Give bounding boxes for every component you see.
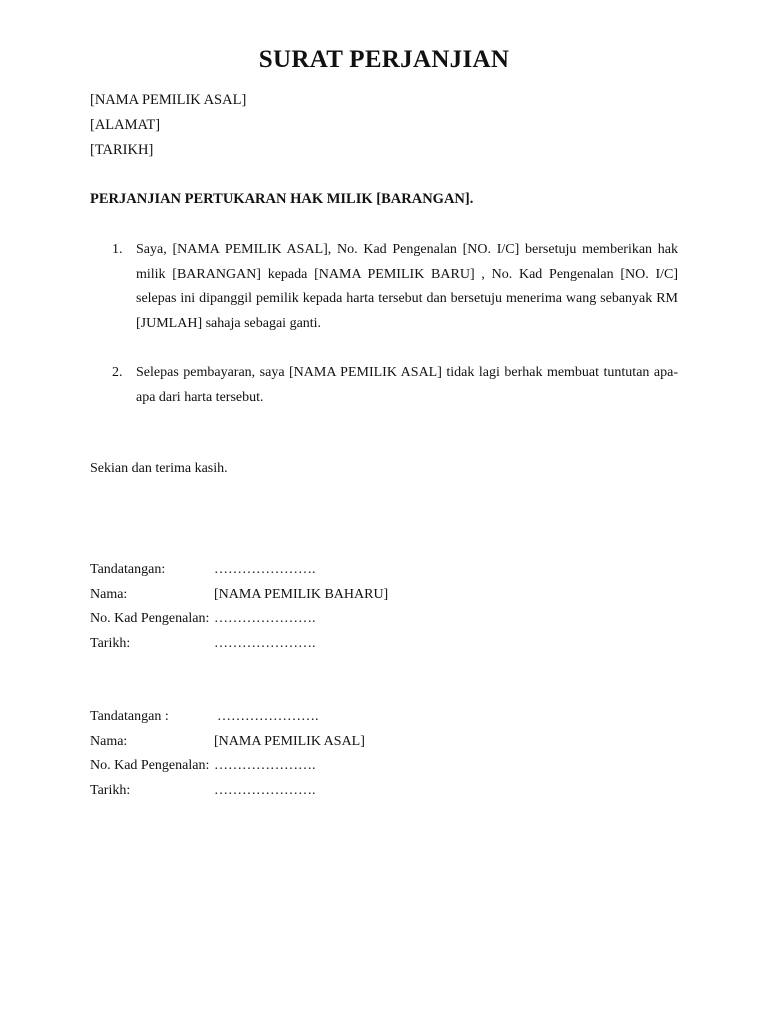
signature-label: Tandatangan: [90, 562, 166, 577]
clause-text: Selepas pembayaran, saya [NAMA PEMILIK ASAL] tidak lagi berhak membuat tuntutan apa-apa dari harta tersebut. [136, 365, 678, 405]
header-address: [ALAMAT] [90, 117, 161, 133]
ic-line: …………………. [214, 611, 316, 626]
name-label: Nama: [90, 733, 128, 749]
document-title: SURAT PERJANJIAN [258, 46, 510, 73]
ic-label: No. Kad Pengenalan: [90, 611, 210, 626]
name-value: [NAMA PEMILIK BAHARU] [214, 586, 389, 602]
ic-line: …………………. [214, 758, 316, 773]
clause-text: Saya, [NAMA PEMILIK ASAL], No. Kad Pengenalan [NO. I/C] bersetuju memberikan hak milik [BARANGAN] kepada [NAMA PEMILIK BARU] , No. Kad Pengenalan [NO. I/C] selepas ini dipanggil pemilik kepada harta tersebut dan bersetuju menerima wang sebanyak RM [JUMLAH] sahaja sebagai ganti. [136, 242, 678, 331]
date-line: …………………. [214, 782, 316, 798]
closing-remark: Sekian dan terima kasih. [90, 461, 228, 476]
clause-number: 1. [112, 242, 123, 257]
signature-line: …………………. [214, 562, 316, 577]
name-value: [NAMA PEMILIK ASAL] [214, 733, 365, 749]
date-label: Tarikh: [90, 782, 131, 798]
date-line: …………………. [214, 635, 316, 651]
clause-item [112, 238, 678, 336]
signature-line: …………………. [217, 709, 319, 724]
ic-label: No. Kad Pengenalan: [90, 758, 210, 773]
clause-item [112, 361, 678, 410]
agreement-subject: PERJANJIAN PERTUKARAN HAK MILIK [BARANGAN]. [90, 191, 474, 207]
date-label: Tarikh: [90, 635, 131, 651]
signature-label: Tandatangan : [90, 709, 169, 724]
header-owner-name: [NAMA PEMILIK ASAL] [90, 92, 247, 108]
clause-number: 2. [112, 365, 123, 380]
name-label: Nama: [90, 586, 128, 602]
header-date: [TARIKH] [90, 142, 154, 158]
